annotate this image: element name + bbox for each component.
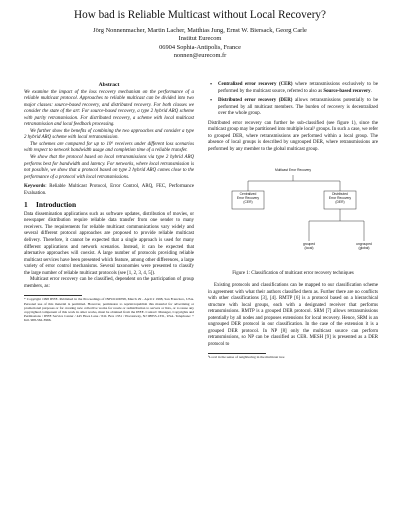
bullet-text: where retransmissions exclusively to be performed by the multicast source, referred to also as [218, 82, 379, 94]
list-item [208, 82, 378, 95]
author-institution: Institut Eurecom [178, 35, 222, 43]
author-address: 06904 Sophia-Antipolis, France [159, 43, 241, 51]
cer-label-line: (CER) [243, 200, 253, 205]
recovery-class-list [208, 82, 378, 118]
abstract-paragraph: We show that the protocol based on local retransmissions via type 2 hybrid ARQ performs best for bandwidth and latency. For networks, where local retransmission is not possible, we show that a protocol based on type 2 hybrid ARQ comes close to the performance of a protocol with local retransmissions. [24, 155, 194, 180]
local-footnote: ¹Local in the sense of neighboring in the multicast tree [208, 355, 285, 360]
der-node-label [324, 193, 356, 205]
cer-node-label [232, 193, 264, 205]
body-paragraph: Existing protocols and classifications can be mapped to our classification scheme in agreement with what their authors classified them as. Further there are no conflicts with other classifications [3], [4]. RMTP [6] is a protocol based on a hierarchical structure with local groups, each with a designated receiver that performs retransmissions. RMTP is a grouped DER protocol. SRM [7] allows retransmissions potentially by all nodes and proposes extensions for local recovery. Hence, SRM is an ungrouped DER protocol in our classification. In the case of the extension it is a grouped DER protocol. In NP [8] only the multicast source can perform retransmissions, so NP can be classified as CER. MESH [9] is presented as a DER protocol to [208, 283, 378, 347]
classification-tree [208, 157, 378, 269]
body-paragraph: Distributed error recovery can further be sub-classified (see figure 1), since the multicast group may be partitioned into multiple local¹ groups. In such a case, we refer to grouped DER, where retransmissions are performed within a local group. The absence of local groups is described by ungrouped DER, where retransmissions are performed by any member to the global multicast group. [208, 120, 378, 152]
left-column [24, 82, 194, 323]
bullet-tail: . [370, 88, 372, 94]
right-column [208, 82, 378, 360]
der-label-line: Error Recovery [328, 196, 352, 201]
figure-caption: Figure 1: Classification of multicast error recovery techniques [232, 271, 354, 277]
section-number: 1 [24, 200, 28, 210]
abstract-paragraph: The schemes are compared for up to 10⁶ receivers under different loss scenarios with respect to network bandwidth usage and completion time of a reliable transfer. [24, 141, 194, 154]
abstract-paragraph: We examine the impact of the loss recovery mechanism on the performance of a reliable multicast protocol. Approaches to reliable multicast can be divided into two major classes: source-based recovery, and distributed recovery. For both classes we consider the state of the art: For source-based recovery, a type 2 hybrid ARQ scheme with parity retransmission. For distributed recovery, a scheme with local multicast retransmission and local feedback processing. [24, 89, 194, 128]
bullet-term: Source-based recovery [323, 88, 371, 94]
cer-label-line: Centralized [239, 192, 257, 197]
ungrouped-label-line: ungrouped [356, 242, 372, 247]
bullet-text: allows retransmissions potentially to be performed by all multicast members. The burden of recovery is decentralized over the whole group. [218, 98, 378, 117]
section-title: Introduction [36, 200, 77, 210]
list-item [208, 98, 378, 118]
abstract-heading: Abstract [98, 82, 120, 88]
keywords-label: Keywords [24, 184, 46, 190]
bullet-term: Distributed error recovery (DER) [218, 98, 293, 104]
footnote-rule [24, 295, 82, 296]
section-heading-introduction [24, 202, 194, 209]
ungrouped-leaf-label [348, 243, 380, 251]
abstract-body [24, 90, 194, 182]
copyright-footnote: * Copyright 1998 IEEE. Published in the Proceedings of INFOCOM'98, March 29 - April 2 1998, San Francisco, USA. Personal use of this material is permitted. However, permission to reprint/republish this material for advertising or promotional purposes or for creating new collective works for resale or redistribution to servers or lists, or to reuse any copyrighted component of this work in other works, must be obtained from the IEEE. Contact: Manager, Copyrights and Permissions / IEEE Service Center / 445 Hoes Lane / P.O. Box 1331 / Piscataway, NJ 08855-1331, USA. Telephone: + Intl. 908-562-3966. [24, 297, 194, 323]
grouped-label-line: (local) [304, 246, 314, 251]
cer-label-line: Error Recovery [236, 196, 260, 201]
author-email: nonnen@eurecom.fr [173, 52, 227, 60]
ungrouped-label-line: (global) [358, 246, 370, 251]
der-label-line: Distributed [332, 192, 348, 197]
abstract-paragraph: We further show the benefits of combining the two approaches and consider a type 2 hybrid ARQ scheme with local retransmission. [24, 128, 194, 141]
author-block [10, 27, 390, 61]
keywords-list: : Reliable Multicast Protocol, Error Control, ARQ, FEC, Performance Evaluation. [24, 184, 194, 196]
der-label-line: (DER) [335, 200, 345, 205]
classification-figure [208, 157, 378, 269]
author-names: Jörg Nonnenmacher, Martin Lacher, Matthias Jung, Ernst W. Biersack, Georg Carle [93, 27, 307, 34]
paper-title: How bad is Reliable Multicast without Local Recovery? [74, 9, 326, 21]
intro-paragraph: Data dissemination applications such as software updates, distribution of movies, or newspaper distribution require reliable data transfer from one sender to many receivers. The requirements for reliable multicast communications vary widely and several different protocol approaches are proposed to provide reliable multicast delivery. Therefore, it cannot be expected that a single approach is used for many different applications and network scenarios. Instead, it can be expected that alternative approaches will coexist. A large number of protocols providing reliable multicast services have been presented which feature, among other differences, a large variety of error control mechanisms. Several taxonomies were presented to classify the large number of reliable multicast protocols (see [1, 2, 3, 4, 5]). [24, 211, 194, 276]
footnote-rule [208, 353, 266, 354]
grouped-label-line: grouped [302, 242, 316, 247]
intro-paragraph: Multicast error recovery can be classified, dependent on the participation of group members, as: [24, 277, 194, 289]
keywords [24, 184, 194, 197]
tree-root-label: Multicast Error Recovery [274, 168, 312, 173]
bullet-term: Centralized error recovery (CER) [218, 82, 293, 87]
grouped-leaf-label [294, 243, 324, 251]
